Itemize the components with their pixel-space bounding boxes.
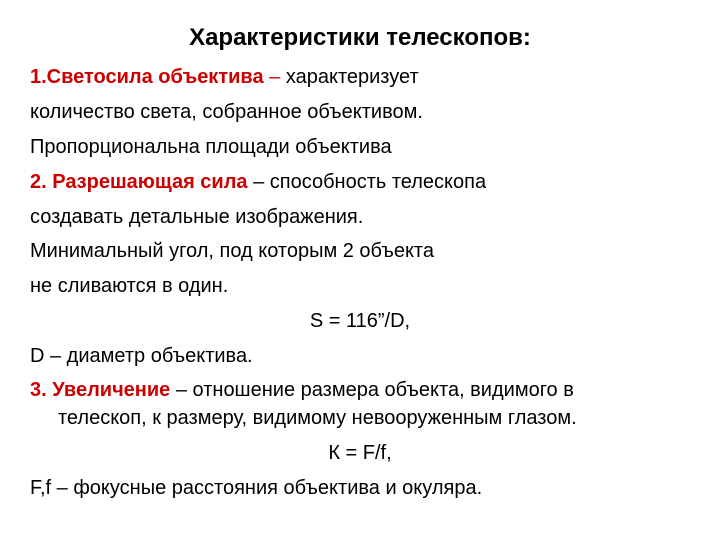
- item2-line2: создавать детальные изображения.: [30, 206, 364, 228]
- item2-line4: не сливаются в один.: [30, 275, 229, 297]
- item3-legend: F,f – фокусные расстояния объектива и окуляра.: [30, 477, 483, 499]
- item3-line1: [30, 377, 574, 403]
- item3-line2: телескоп, к размеру, видимому невооруженным глазом.: [58, 407, 577, 429]
- item1-dash: –: [263, 66, 286, 88]
- item3-term: 3. Увеличение: [30, 379, 171, 401]
- item2-text: – способность телескопа: [247, 171, 487, 193]
- resolution-formula: S = 116”/D,: [309, 310, 411, 332]
- item1-term: 1.Светосила объектива: [30, 66, 264, 88]
- item2-legend: D – диаметр объектива.: [30, 345, 253, 367]
- item1-line3: Пропорциональна площади объектива: [30, 136, 392, 158]
- item2-line3: Минимальный угол, под которым 2 объекта: [30, 240, 434, 262]
- item3-text: – отношение размера объекта, видимого в: [170, 379, 574, 401]
- item1-line2: количество света, собранное объективом.: [30, 101, 423, 123]
- item2-term: 2. Разрешающая сила: [30, 171, 248, 193]
- item1-line1: [30, 64, 419, 90]
- magnification-formula: К = F/f,: [328, 442, 392, 464]
- slide-title: Характеристики телескопов:: [189, 24, 531, 51]
- item2-line1: [30, 169, 486, 195]
- item1-text: характеризует: [285, 66, 419, 88]
